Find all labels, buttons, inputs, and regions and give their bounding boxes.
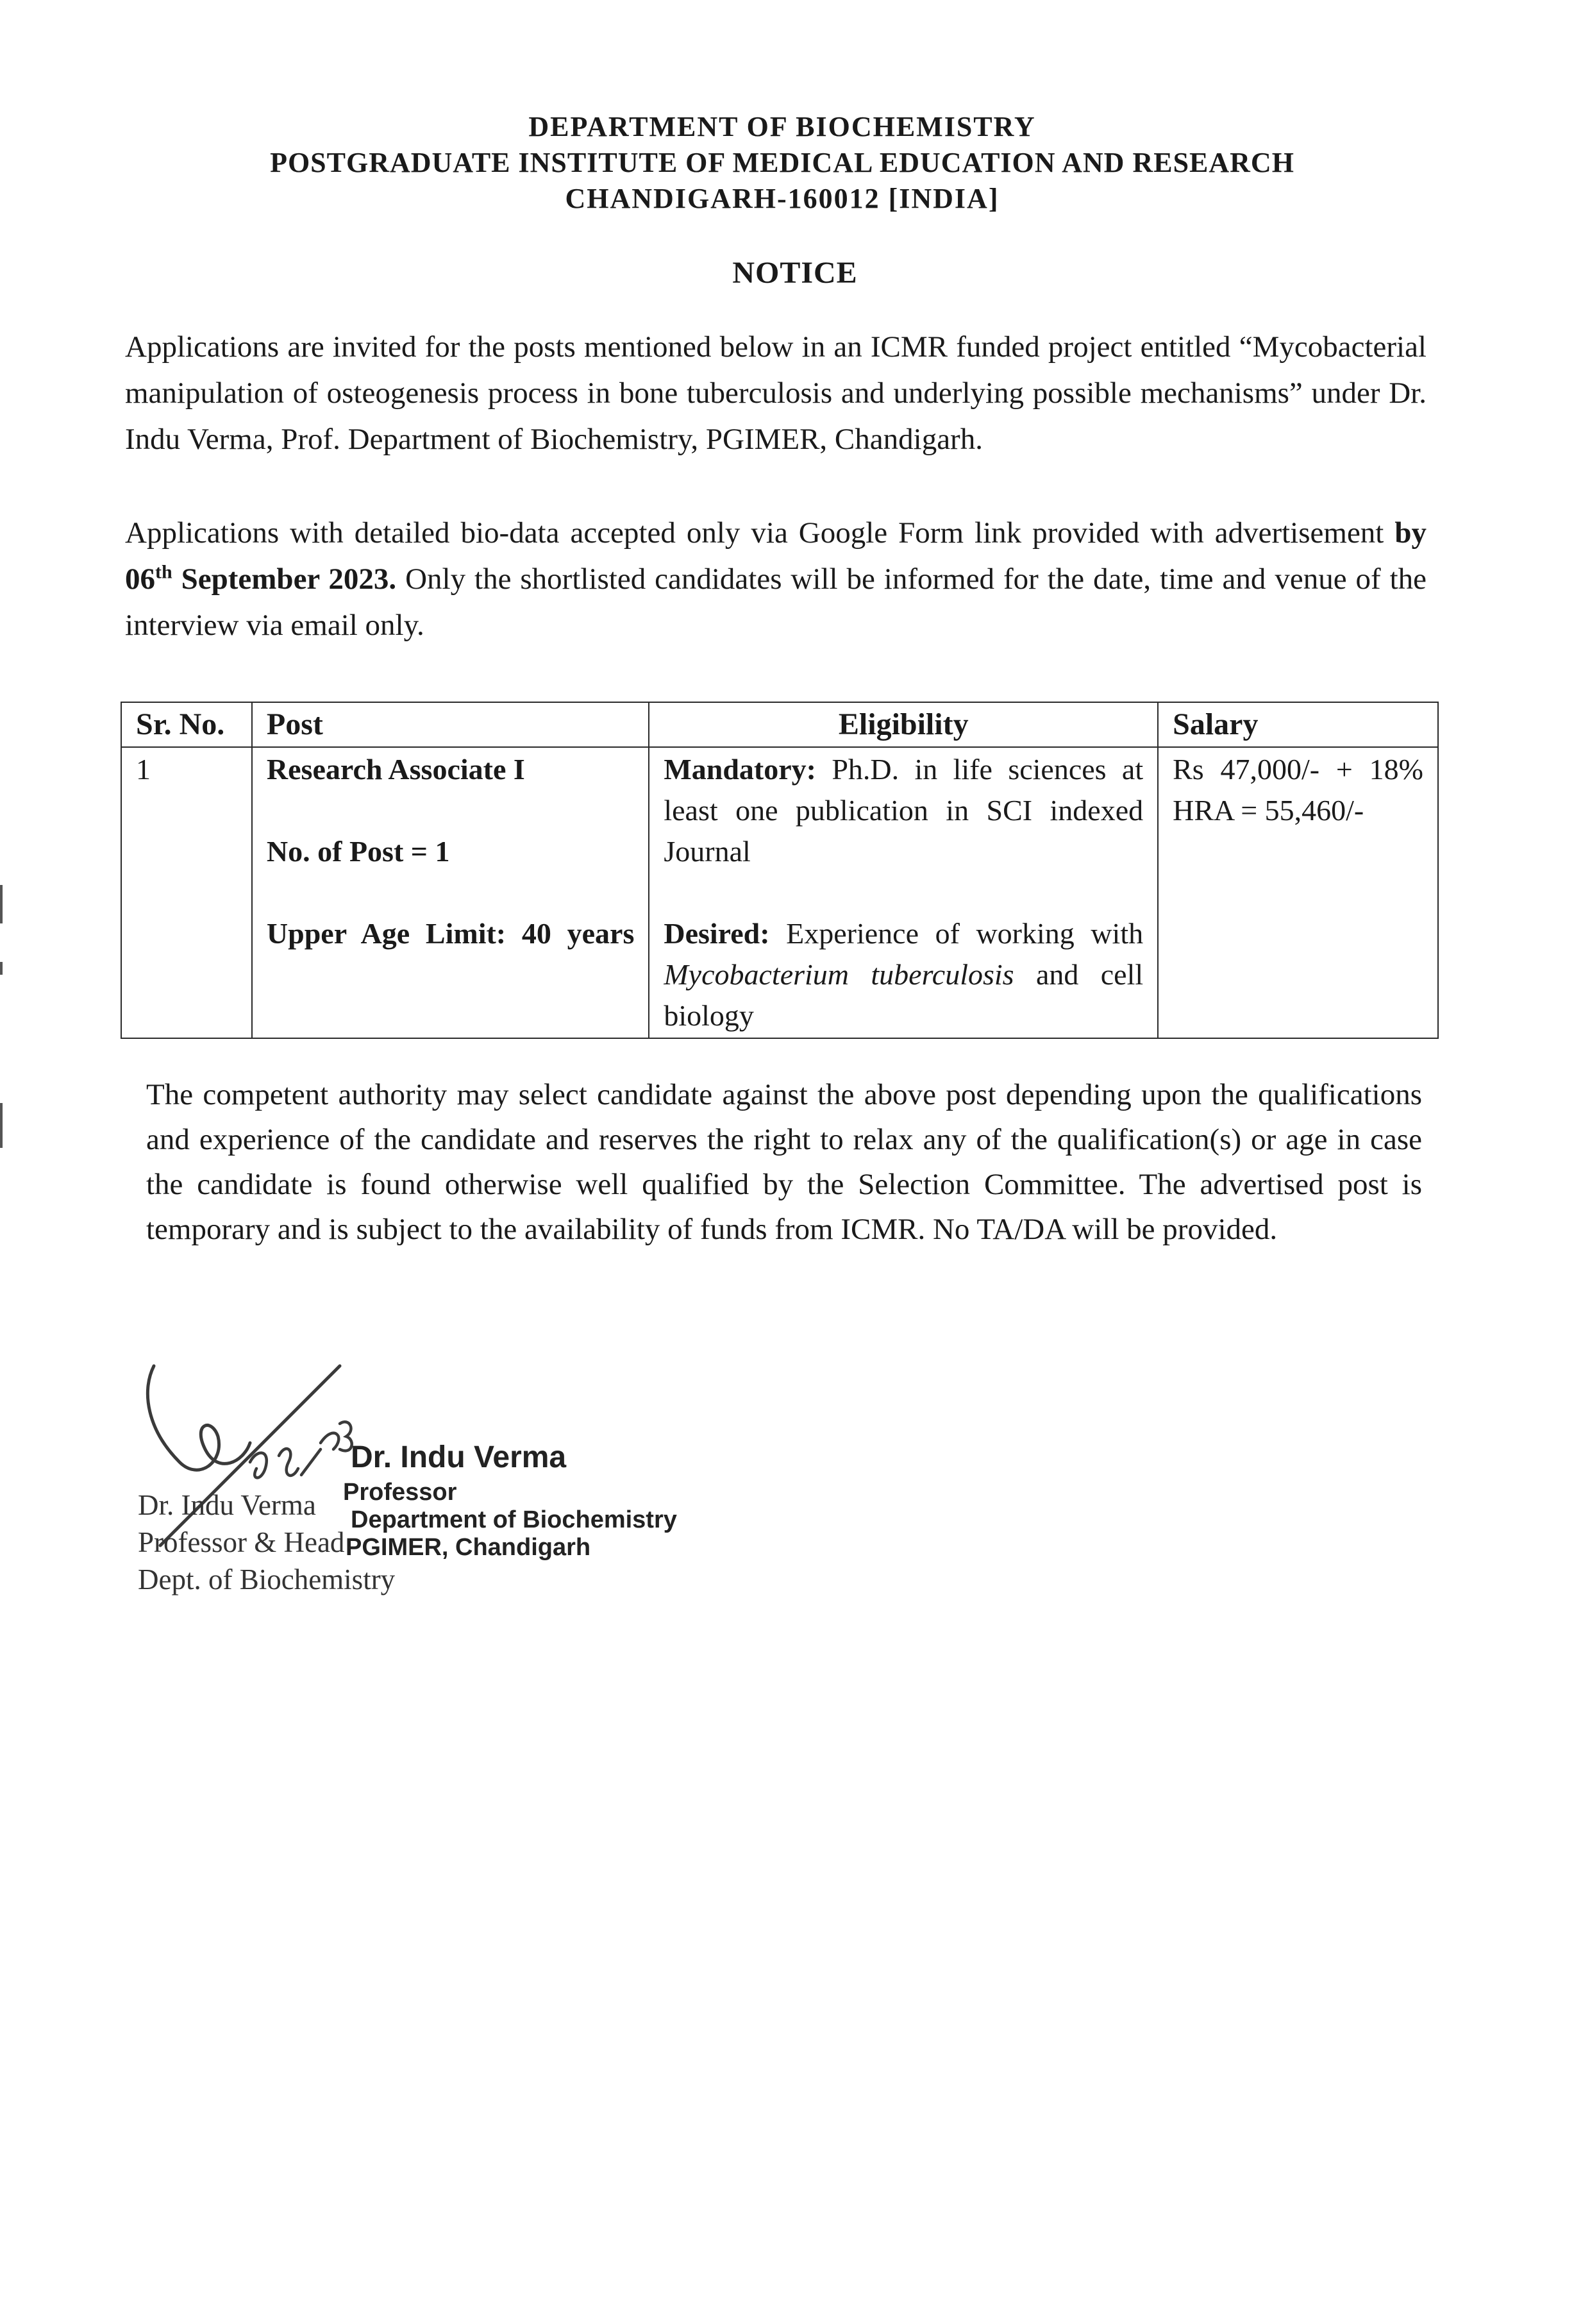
desired-label: Desired: — [664, 917, 770, 950]
mandatory-eligibility — [664, 749, 1143, 872]
header-salary: Salary — [1158, 702, 1438, 747]
deadline-paragraph — [125, 510, 1427, 648]
stamp-name: Dr. Indu Verma — [351, 1440, 567, 1474]
cell-eligibility — [649, 747, 1158, 1038]
letterhead — [167, 109, 1398, 217]
signoff-block — [138, 1486, 395, 1598]
stamp-title: Professor — [343, 1479, 457, 1506]
scan-edge-mark — [0, 1103, 3, 1148]
department-name: DEPARTMENT OF BIOCHEMISTRY — [528, 111, 1036, 142]
posts-table — [121, 702, 1439, 1039]
deadline-ordinal: th — [155, 561, 172, 583]
notice-title: NOTICE — [732, 256, 858, 290]
deadline-by: by 06 — [125, 516, 1427, 596]
cell-sr-no: 1 — [121, 747, 252, 1038]
deadline-text: Applications with detailed bio-data accepted only via Google Form link provided with advertisement — [125, 516, 1395, 550]
deadline-date: September 2023. — [172, 562, 397, 596]
intro-paragraph: Applications are invited for the posts mentioned below in an ICMR funded project entitled “Mycobacterial manipulation of osteogenesis process in bone tuberculosis and underlying possible mechanisms” under Dr. Indu Verma, Prof. Department of Biochemistry, PGIMER, Chandigarh. — [125, 330, 1427, 456]
scan-edge-mark — [0, 885, 3, 923]
closing-paragraph: The competent authority may select candidate against the above post depending upon the qualifications and experience of the candidate and reserves the right to relax any of the qualification(s) or age in case the candidate is found otherwise well qualified by the Selection Committee. The advertised post is temporary and is subject to the availability of funds from ICMR. No TA/DA will be provided. — [146, 1078, 1422, 1246]
desired-text-end: and cell biology — [664, 958, 1144, 1032]
desired-organism: Mycobacterium tuberculosis — [664, 958, 1014, 991]
table-row — [121, 747, 1438, 1038]
mandatory-label: Mandatory: — [664, 753, 816, 786]
signoff-name: Dr. Indu Verma — [138, 1489, 316, 1521]
scan-edge-mark — [0, 962, 3, 975]
deadline-text-after: Only the shortlisted candidates will be informed for the date, time and venue of the interview via email only. — [125, 562, 1427, 642]
stamp-city: PGIMER, Chandigarh — [346, 1534, 591, 1561]
institute-name: POSTGRADUATE INSTITUTE OF MEDICAL EDUCATION AND RESEARCH — [270, 147, 1294, 178]
table-header-row — [121, 702, 1438, 747]
cell-salary: Rs 47,000/- + 18% HRA = 55,460/- — [1158, 747, 1438, 1038]
desired-eligibility — [664, 913, 1143, 1036]
age-limit: Upper Age Limit: 40 years — [266, 917, 635, 950]
header-post: Post — [252, 702, 649, 747]
posts-table-wrapper — [121, 702, 1439, 1039]
desired-text: Experience of working with — [769, 917, 1144, 950]
signoff-role: Professor & Head — [138, 1526, 345, 1558]
signoff-dept: Dept. of Biochemistry — [138, 1563, 396, 1596]
cell-post — [252, 747, 649, 1038]
institute-address: CHANDIGARH-160012 [INDIA] — [565, 183, 1000, 214]
header-sr-no: Sr. No. — [121, 702, 252, 747]
stamp-dept: Department of Biochemistry — [351, 1506, 677, 1533]
header-eligibility: Eligibility — [649, 702, 1158, 747]
mandatory-text: Ph.D. in life sciences at least one publication in SCI indexed Journal — [664, 753, 1144, 868]
post-name: Research Associate I — [266, 753, 525, 786]
post-count: No. of Post = 1 — [266, 835, 450, 868]
